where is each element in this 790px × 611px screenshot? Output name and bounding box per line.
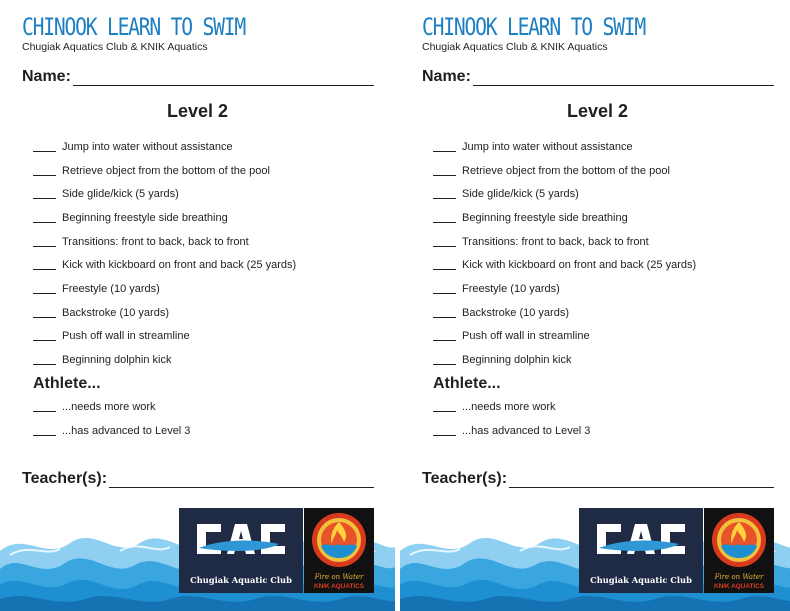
skill-label: Side glide/kick (5 yards): [462, 188, 579, 201]
skill-label: Freestyle (10 yards): [462, 282, 560, 295]
check-blank[interactable]: [433, 355, 456, 365]
cac-letters-icon: [579, 508, 703, 572]
skill-item: [33, 348, 296, 372]
form-subtitle: Chugiak Aquatics Club & KNIK Aquatics: [22, 41, 208, 53]
knik-logo: [704, 508, 774, 593]
cac-name: Chugiak Aquatic Club: [590, 575, 692, 585]
skill-item: [433, 277, 696, 301]
check-blank[interactable]: [433, 237, 456, 247]
outcome-item: [33, 419, 190, 443]
check-blank[interactable]: [433, 260, 456, 270]
skill-label: Push off wall in streamline: [62, 330, 190, 343]
cac-name: Chugiak Aquatic Club: [190, 575, 292, 585]
name-label: Name:: [22, 68, 71, 85]
cac-logo: [579, 508, 703, 593]
fire-water-emblem-icon: [304, 508, 374, 572]
check-blank[interactable]: [433, 142, 456, 152]
outcome-item: [433, 419, 590, 443]
name-line[interactable]: [73, 71, 374, 86]
skill-item: [433, 159, 696, 183]
check-blank[interactable]: [33, 355, 56, 365]
skill-label: Beginning freestyle side breathing: [62, 211, 228, 224]
skill-item: [33, 277, 296, 301]
check-blank[interactable]: [33, 213, 56, 223]
form-title: CHINOOK LEARN TO SWIM: [422, 13, 645, 41]
name-field[interactable]: [422, 68, 774, 86]
skills-list: [433, 135, 696, 372]
skill-label: Backstroke (10 yards): [62, 306, 169, 319]
check-blank[interactable]: [433, 189, 456, 199]
skill-label: Retrieve object from the bottom of the pool: [462, 164, 670, 177]
name-field[interactable]: [22, 68, 374, 86]
teacher-label: Teacher(s):: [422, 470, 508, 487]
skill-label: Transitions: front to back, back to front: [462, 235, 649, 248]
skill-item: [33, 301, 296, 325]
outcome-label: ...has advanced to Level 3: [462, 424, 591, 437]
skill-item: [33, 182, 296, 206]
skill-label: Retrieve object from the bottom of the pool: [62, 164, 270, 177]
check-blank[interactable]: [433, 331, 456, 341]
skill-label: Jump into water without assistance: [462, 140, 633, 153]
check-blank[interactable]: [433, 308, 456, 318]
skill-label: Beginning dolphin kick: [462, 354, 572, 367]
check-blank[interactable]: [33, 237, 56, 247]
skill-item: [433, 230, 696, 254]
skill-item: [33, 159, 296, 183]
check-blank[interactable]: [33, 402, 56, 412]
skill-item: [433, 182, 696, 206]
outcome-label: ...has advanced to Level 3: [62, 424, 191, 437]
check-blank[interactable]: [433, 402, 456, 412]
skill-label: Push off wall in streamline: [462, 330, 590, 343]
outcome-item: [33, 395, 190, 419]
name-label: Name:: [422, 68, 471, 85]
outcome-item: [433, 395, 590, 419]
knik-logo: [304, 508, 374, 593]
skill-label: Beginning freestyle side breathing: [462, 211, 628, 224]
skill-label: Kick with kickboard on front and back (25 yards): [462, 259, 697, 272]
level-heading: Level 2: [166, 101, 229, 121]
skill-item: [33, 230, 296, 254]
skill-item: [33, 253, 296, 277]
check-blank[interactable]: [33, 308, 56, 318]
cac-logo: [179, 508, 303, 593]
skill-label: Beginning dolphin kick: [62, 354, 172, 367]
check-blank[interactable]: [433, 284, 456, 294]
outcome-list: [433, 395, 590, 442]
check-blank[interactable]: [33, 142, 56, 152]
outcome-label: ...needs more work: [462, 400, 556, 413]
level-heading: Level 2: [566, 101, 629, 121]
skill-item: [433, 253, 696, 277]
check-blank[interactable]: [33, 166, 56, 176]
skill-item: [33, 135, 296, 159]
skill-item: [433, 325, 696, 349]
skill-item: [33, 325, 296, 349]
cac-letters-icon: [179, 508, 303, 572]
check-blank[interactable]: [33, 284, 56, 294]
teacher-field[interactable]: [422, 470, 774, 488]
form-card-right: [400, 0, 790, 611]
skill-label: Freestyle (10 yards): [62, 282, 160, 295]
outcome-list: [33, 395, 190, 442]
teacher-label: Teacher(s):: [22, 470, 108, 487]
skill-item: [433, 301, 696, 325]
skill-label: Kick with kickboard on front and back (25 yards): [62, 259, 297, 272]
outcome-label: ...needs more work: [62, 400, 156, 413]
skill-label: Backstroke (10 yards): [462, 306, 569, 319]
form-subtitle: Chugiak Aquatics Club & KNIK Aquatics: [422, 41, 608, 53]
athlete-heading: Athlete...: [33, 375, 101, 392]
skill-label: Side glide/kick (5 yards): [62, 188, 179, 201]
check-blank[interactable]: [433, 213, 456, 223]
check-blank[interactable]: [33, 260, 56, 270]
form-title: CHINOOK LEARN TO SWIM: [22, 13, 245, 41]
skill-label: Transitions: front to back, back to front: [62, 235, 249, 248]
check-blank[interactable]: [33, 331, 56, 341]
skill-item: [433, 135, 696, 159]
skill-item: [433, 348, 696, 372]
name-line[interactable]: [473, 71, 774, 86]
knik-tagline: Fire on Water: [314, 573, 364, 581]
knik-name: KNIK AQUATICS: [313, 583, 365, 590]
teacher-line[interactable]: [109, 473, 374, 488]
skill-item: [33, 206, 296, 230]
skills-list: [33, 135, 296, 372]
fire-water-emblem-icon: [704, 508, 774, 572]
teacher-line[interactable]: [509, 473, 774, 488]
check-blank[interactable]: [33, 189, 56, 199]
skill-label: Jump into water without assistance: [62, 140, 233, 153]
teacher-field[interactable]: [22, 470, 374, 488]
check-blank[interactable]: [33, 426, 56, 436]
check-blank[interactable]: [433, 426, 456, 436]
knik-tagline: Fire on Water: [714, 573, 764, 581]
skill-item: [433, 206, 696, 230]
knik-name: KNIK AQUATICS: [713, 583, 765, 590]
athlete-heading: Athlete...: [433, 375, 501, 392]
check-blank[interactable]: [433, 166, 456, 176]
